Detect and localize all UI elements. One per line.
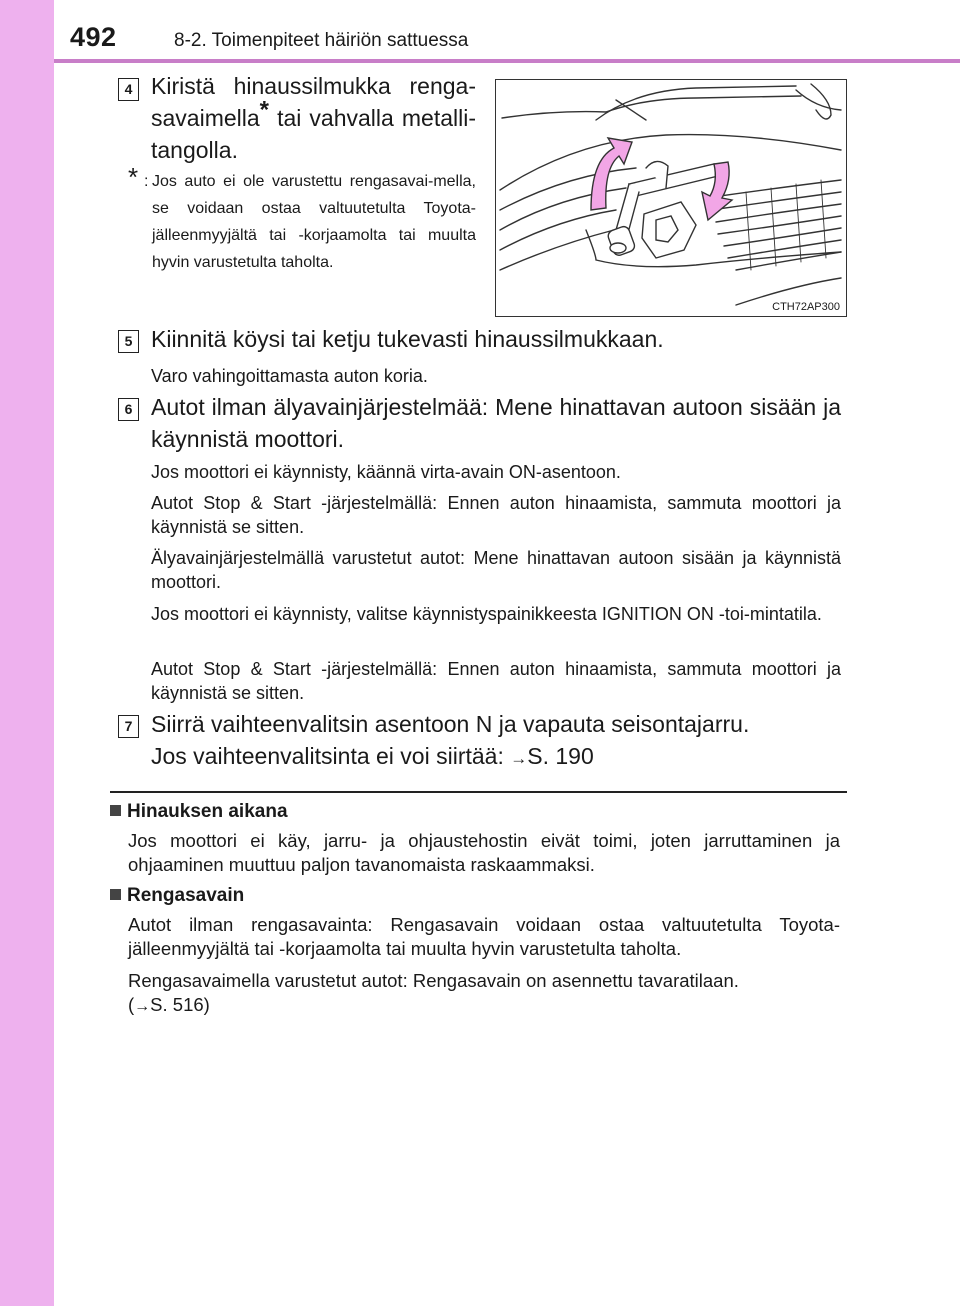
step-6-text: Autot ilman älyavainjärjestelmää: Mene hinattavan autoon sisään ja käynnistä moottori. [151,394,841,452]
step-7-text [151,708,841,775]
step-4-line-3: tangolla. [151,137,238,163]
ref-arrow-icon: → [134,998,151,1015]
footnote [128,162,476,276]
info-title-towing-text: Hinauksen aikana [127,801,288,822]
figure-code: CTH72AP300 [772,301,840,313]
step-7-line-1: Siirrä vaihteenvalitsin asentoon N ja vapauta seisontajarru. [151,711,750,737]
info-title-wrench-text: Rengasavain [127,885,245,906]
step-4-text [151,70,476,166]
info-wrench-paragraph-2-text: Rengasavaimella varustetut autot: Rengasavain on asennettu tavaratilaan. [128,970,739,991]
step-number-5: 5 [118,330,139,353]
section-divider [110,791,847,793]
footnote-text: Jos auto ei ole varustettu rengasavai-mella, se voidaan ostaa valtuutetulta Toyota-jälleenmyyjältä tai -korjaamolta tai muulta hyvin varustetulta taholta. [152,173,476,271]
info-wrench-paragraph-2 [128,969,840,1019]
step-6-note-4: Jos moottori ei käynnisty, valitse käynnistyspainikkeesta IGNITION ON -toi-mintatila. [151,604,822,624]
step-number-7: 7 [118,715,139,738]
wrench-page-ref[interactable]: S. 516) [150,994,210,1015]
side-tab-bar [0,0,54,1306]
info-title-towing [110,801,288,823]
step-4-line-2a: savaimella [151,105,260,131]
step-5-text: Kiinnitä köysi tai ketju tukevasti hinaussilmukkaan. [151,326,664,352]
step-7-line-2 [151,740,841,775]
step-6-note-3: Älyavainjärjestelmällä varustetut autot: Mene hinattavan autoon sisään ja käynnistä moottori. [151,548,841,592]
tow-eye-wrench-illustration [496,80,845,315]
footnote-mark: * [259,96,269,124]
step-7-page-ref[interactable]: S. 190 [527,743,594,769]
step-5-note: Varo vahingoittamasta auton koria. [151,366,428,386]
page-number: 492 [70,22,117,52]
info-towing-paragraph: Jos moottori ei käy, jarru- ja ohjaustehostin eivät toimi, joten jarruttaminen ja ohjaaminen muuttuu paljon tavanomaista raskaammaksi. [128,830,840,875]
step-6-note-5: Autot Stop & Start -järjestelmällä: Ennen auton hinaamista, sammuta moottori ja käynnistä se sitten. [151,659,841,703]
step-number-6: 6 [118,398,139,421]
ref-open-paren: ( [128,994,135,1015]
step-4-line-1: Kiristä hinaussilmukka renga- [151,73,476,99]
step-4-line-2b: tai vahvalla metalli- [269,105,476,131]
ref-arrow-icon: → [510,749,528,768]
step-number-4: 4 [118,78,139,101]
step-4-line-2 [151,96,476,134]
square-bullet-icon [110,805,121,816]
square-bullet-icon [110,889,121,900]
info-title-wrench [110,885,244,907]
tow-eye-figure [495,79,847,317]
step-6-note-2: Autot Stop & Start -järjestelmällä: Ennen auton hinaamista, sammuta moottori ja käynnistä se sitten. [151,493,841,537]
step-6-note-1: Jos moottori ei käynnisty, käännä virta-avain ON-asentoon. [151,462,621,482]
footnote-colon: : [144,173,149,190]
header-rule [54,59,960,63]
step-7-line-2-text: Jos vaihteenvalitsinta ei voi siirtää: [151,743,511,769]
info-wrench-paragraph-1: Autot ilman rengasavainta: Rengasavain voidaan ostaa valtuutetulta Toyota-jälleenmyyjältä tai -korjaamolta tai muulta hyvin varustetulta taholta. [128,914,840,959]
footnote-asterisk: * [128,162,139,192]
section-title: 8-2. Toimenpiteet häiriön sattuessa [174,30,469,51]
